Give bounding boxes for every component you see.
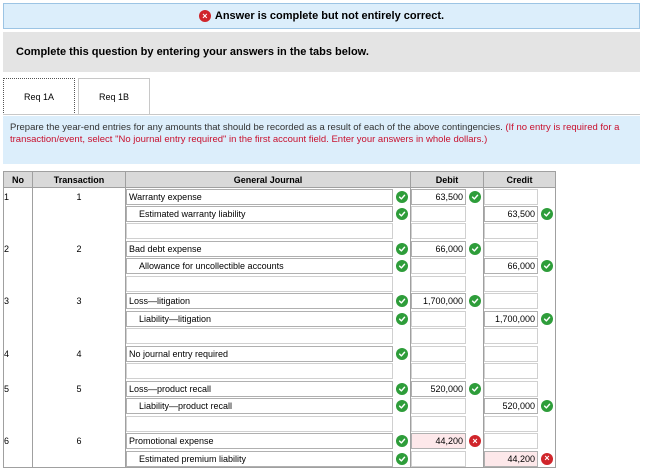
cell-no: 3 [4, 293, 33, 311]
cell-no [4, 223, 33, 241]
check-icon [396, 260, 408, 272]
cell-credit [484, 450, 556, 468]
cell-debit [411, 205, 484, 223]
check-icon [396, 453, 408, 465]
cell-account [126, 363, 411, 381]
prompt-note: (If no entry is required for a transaction/event, select "No journal entry required" in the first account field. Enter your answers in whole dollars.) [10, 122, 620, 145]
cell-transaction [33, 415, 126, 433]
table-row [4, 240, 556, 258]
account-select[interactable]: Promotional expense [126, 433, 393, 449]
credit-input[interactable] [484, 189, 538, 205]
table-row [4, 275, 556, 293]
cell-account [126, 328, 411, 346]
table-row [4, 310, 556, 328]
header-no: No [4, 172, 33, 188]
cell-no: 4 [4, 345, 33, 363]
debit-input[interactable]: 520,000 [411, 381, 466, 397]
credit-input[interactable] [484, 363, 538, 379]
check-icon [469, 295, 481, 307]
credit-input[interactable] [484, 328, 538, 344]
cell-no [4, 205, 33, 223]
credit-input[interactable]: 1,700,000 [484, 311, 538, 327]
table-row [4, 223, 556, 241]
cell-transaction [33, 398, 126, 416]
check-icon [469, 243, 481, 255]
account-select[interactable] [126, 276, 393, 292]
cell-credit [484, 415, 556, 433]
cell-transaction [33, 275, 126, 293]
debit-input[interactable] [411, 258, 466, 274]
cell-account [126, 188, 411, 206]
cell-no: 2 [4, 240, 33, 258]
cell-debit [411, 240, 484, 258]
header-debit: Debit [411, 172, 484, 188]
check-icon [396, 348, 408, 360]
cell-debit [411, 380, 484, 398]
cell-credit [484, 275, 556, 293]
debit-input[interactable] [411, 346, 466, 362]
cell-transaction [33, 258, 126, 276]
table-row [4, 363, 556, 381]
cell-debit [411, 328, 484, 346]
table-row [4, 433, 556, 451]
result-banner-text: Answer is complete but not entirely correct. [214, 10, 445, 22]
account-select[interactable]: Loss—product recall [126, 381, 393, 397]
cell-credit [484, 328, 556, 346]
tab-divider [3, 114, 640, 115]
debit-input[interactable] [411, 311, 466, 327]
credit-input[interactable]: 66,000 [484, 258, 538, 274]
cell-account [126, 380, 411, 398]
error-icon: × [199, 10, 211, 22]
account-select[interactable] [126, 363, 393, 379]
credit-input[interactable] [484, 276, 538, 292]
credit-input[interactable]: 44,200 [484, 451, 538, 467]
cell-transaction: 5 [33, 380, 126, 398]
cell-debit [411, 398, 484, 416]
cell-transaction [33, 363, 126, 381]
x-icon: × [469, 435, 481, 447]
cell-no [4, 258, 33, 276]
instructions-box [3, 32, 640, 72]
debit-input[interactable] [411, 398, 466, 414]
check-icon [396, 208, 408, 220]
cell-credit [484, 380, 556, 398]
check-icon [541, 260, 553, 272]
cell-debit [411, 450, 484, 468]
table-row [4, 380, 556, 398]
debit-input[interactable] [411, 416, 466, 432]
cell-account [126, 345, 411, 363]
cell-credit [484, 188, 556, 206]
cell-credit [484, 205, 556, 223]
cell-credit [484, 433, 556, 451]
account-select[interactable] [126, 223, 393, 239]
check-icon [396, 400, 408, 412]
tab-req-1a[interactable]: Req 1A [3, 78, 75, 115]
debit-input[interactable] [411, 223, 466, 239]
cell-credit [484, 398, 556, 416]
cell-no [4, 310, 33, 328]
cell-account [126, 310, 411, 328]
journal-table [3, 171, 556, 468]
credit-input[interactable]: 520,000 [484, 398, 538, 414]
account-select[interactable]: Liability—product recall [126, 398, 393, 414]
cell-debit [411, 258, 484, 276]
table-row [4, 415, 556, 433]
debit-input[interactable] [411, 363, 466, 379]
check-icon [396, 313, 408, 325]
cell-transaction: 6 [33, 433, 126, 451]
cell-account [126, 258, 411, 276]
cell-transaction [33, 223, 126, 241]
debit-input[interactable]: 44,200 [411, 433, 466, 449]
check-icon [541, 400, 553, 412]
cell-account [126, 415, 411, 433]
cell-account [126, 223, 411, 241]
cell-transaction: 2 [33, 240, 126, 258]
cell-debit [411, 223, 484, 241]
credit-input[interactable] [484, 293, 538, 309]
account-select[interactable]: Liability—litigation [126, 311, 393, 327]
cell-account [126, 275, 411, 293]
header-general-journal: General Journal [126, 172, 411, 188]
cell-debit [411, 345, 484, 363]
cell-debit [411, 275, 484, 293]
cell-no [4, 328, 33, 346]
credit-input[interactable] [484, 223, 538, 239]
cell-transaction [33, 328, 126, 346]
table-row [4, 345, 556, 363]
cell-debit [411, 188, 484, 206]
table-row [4, 205, 556, 223]
table-row [4, 328, 556, 346]
cell-account [126, 433, 411, 451]
debit-input[interactable] [411, 276, 466, 292]
check-icon [541, 208, 553, 220]
cell-no [4, 398, 33, 416]
cell-debit [411, 363, 484, 381]
cell-account [126, 293, 411, 311]
check-icon [396, 243, 408, 255]
debit-input[interactable] [411, 451, 466, 467]
requirement-tabs [3, 78, 153, 115]
cell-credit [484, 258, 556, 276]
check-icon [396, 191, 408, 203]
cell-account [126, 398, 411, 416]
cell-credit [484, 345, 556, 363]
tab-req-1b[interactable]: Req 1B [78, 78, 150, 115]
cell-transaction [33, 205, 126, 223]
cell-debit [411, 415, 484, 433]
table-row [4, 450, 556, 468]
result-banner [3, 3, 640, 29]
cell-account [126, 205, 411, 223]
credit-input[interactable] [484, 381, 538, 397]
debit-input[interactable]: 63,500 [411, 189, 466, 205]
debit-input[interactable]: 66,000 [411, 241, 466, 257]
cell-no: 5 [4, 380, 33, 398]
table-row [4, 258, 556, 276]
header-credit: Credit [484, 172, 556, 188]
credit-input[interactable] [484, 433, 538, 449]
table-row [4, 398, 556, 416]
cell-credit [484, 293, 556, 311]
cell-credit [484, 240, 556, 258]
check-icon [469, 191, 481, 203]
cell-credit [484, 363, 556, 381]
cell-debit [411, 310, 484, 328]
account-select[interactable] [126, 328, 393, 344]
credit-input[interactable] [484, 416, 538, 432]
check-icon [469, 383, 481, 395]
x-icon: × [541, 453, 553, 465]
account-select[interactable]: Loss—litigation [126, 293, 393, 309]
cell-transaction: 4 [33, 345, 126, 363]
cell-debit [411, 433, 484, 451]
cell-no [4, 415, 33, 433]
account-select[interactable]: No journal entry required [126, 346, 393, 362]
table-row [4, 293, 556, 311]
credit-input[interactable]: 63,500 [484, 206, 538, 222]
instructions-text: Complete this question by entering your answers in the tabs below. [16, 46, 369, 58]
cell-account [126, 450, 411, 468]
account-select[interactable]: Allowance for uncollectible accounts [126, 258, 393, 274]
account-select[interactable]: Estimated warranty liability [126, 206, 393, 222]
check-icon [396, 435, 408, 447]
cell-credit [484, 310, 556, 328]
cell-transaction [33, 450, 126, 468]
question-prompt [3, 116, 640, 164]
credit-input[interactable] [484, 346, 538, 362]
account-select[interactable]: Estimated premium liability [126, 451, 393, 467]
account-select[interactable]: Warranty expense [126, 189, 393, 205]
check-icon [396, 295, 408, 307]
prompt-main: Prepare the year-end entries for any amounts that should be recorded as a result of each of the above contingencies. [10, 122, 503, 133]
cell-no: 6 [4, 433, 33, 451]
cell-transaction: 3 [33, 293, 126, 311]
credit-input[interactable] [484, 241, 538, 257]
header-transaction: Transaction [33, 172, 126, 188]
cell-credit [484, 223, 556, 241]
debit-input[interactable] [411, 328, 466, 344]
cell-transaction [33, 310, 126, 328]
cell-no [4, 450, 33, 468]
cell-account [126, 240, 411, 258]
account-select[interactable] [126, 416, 393, 432]
debit-input[interactable] [411, 206, 466, 222]
cell-debit [411, 293, 484, 311]
check-icon [396, 383, 408, 395]
cell-transaction: 1 [33, 188, 126, 206]
check-icon [541, 313, 553, 325]
table-row [4, 188, 556, 206]
cell-no: 1 [4, 188, 33, 206]
cell-no [4, 363, 33, 381]
debit-input[interactable]: 1,700,000 [411, 293, 466, 309]
account-select[interactable]: Bad debt expense [126, 241, 393, 257]
cell-no [4, 275, 33, 293]
